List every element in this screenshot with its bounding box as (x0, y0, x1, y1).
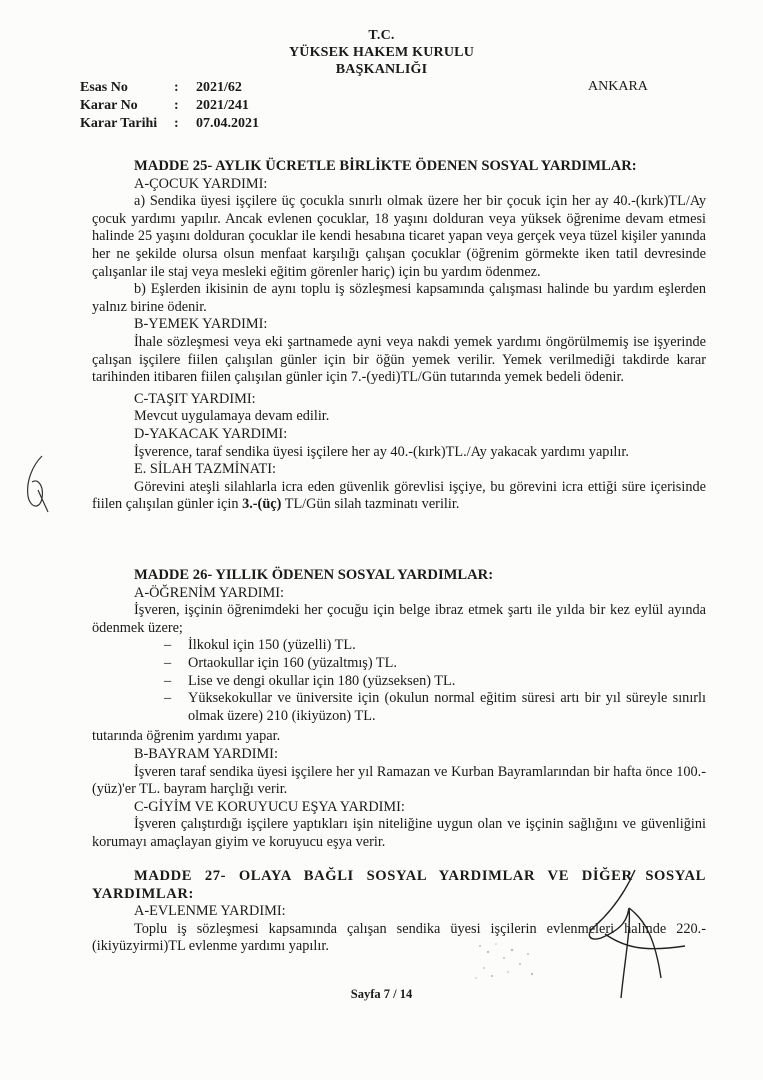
meta-sep: : (174, 80, 179, 95)
meta-value: 2021/62 (196, 80, 242, 95)
meta-label: Karar No (80, 98, 138, 113)
meta-value: 2021/241 (196, 98, 249, 113)
meta-label: Karar Tarihi (80, 116, 158, 131)
meta-row-tarih (80, 115, 265, 133)
meta-row-esas (80, 79, 265, 97)
header-city: ANKARA (588, 79, 648, 94)
clothing-aid-paragraph: İşveren çalıştırdığı işçilere yaptıkları işin niteliğine uygun olan ve işçinin sağlığını ve güvenliğini korumayı amaçlayan giyim ve koruyucu eşya verir. (92, 816, 706, 850)
meta-sep: : (174, 116, 179, 131)
madde-26 (92, 567, 706, 852)
meal-aid-heading: B-YEMEK YARDIMI: (134, 316, 268, 333)
fuel-aid-heading: D-YAKACAK YARDIMI: (134, 425, 288, 442)
list-item: – Ortaokullar için 160 (yüzaltmış) TL. (164, 655, 706, 673)
weapon-compensation-paragraph (92, 479, 706, 514)
child-aid-paragraph-b: b) Eşlerden ikisinin de aynı toplu iş sözleşmesi kapsamında çalışması halinde bu yardım eşlerden yalnız birine ödenir. (92, 281, 706, 315)
education-aid-closing: tutarında öğrenim yardımı yapar. (92, 728, 281, 745)
marriage-aid-heading: A-EVLENME YARDIMI: (134, 903, 286, 920)
stamp-icon (470, 938, 540, 983)
clothing-aid-heading: C-GİYİM VE KORUYUCU EŞYA YARDIMI: (134, 798, 405, 815)
list-item: – Yüksekokullar ve üniversite için (okulun normal eğitim süresi artı bir yıl süreyle sınırlı olmak üzere) 210 (ikiyüzon) TL. (164, 690, 706, 725)
weapon-amount: 3.-(üç) (242, 496, 282, 513)
list-item: – Lise ve dengi okullar için 180 (yüzseksen) TL. (164, 673, 706, 691)
list-item: – İlkokul için 150 (yüzelli) TL. (164, 637, 706, 655)
header-court: YÜKSEK HAKEM KURULU (288, 45, 475, 60)
weapon-compensation-heading: E. SİLAH TAZMİNATI: (134, 461, 276, 478)
page-number: Sayfa 7 / 14 (350, 987, 413, 1001)
meta-row-karar (80, 97, 265, 115)
weapon-text-c: TL/Gün silah tazminatı verilir. (281, 496, 460, 513)
madde-27-title: MADDE 27- OLAYA BAĞLI SOSYAL YARDIMLAR VE DİĞER SOSYAL YARDIMLAR: (92, 868, 706, 902)
child-aid-paragraph-a: a) Sendika üyesi işçilere üç çocukla sınırlı olmak üzere her bir çocuk için her ay 40.-(kırk)TL/Ay çocuk yardımı yapılır. Ancak evlenen çocuklar, 18 yaşını dolduran veya yüksek öğrenime devam etmesi halinde 25 yaşını dolduran çocuklar ile kendi hesabına ticaret yapan veya gerçek veya tüzel kişiler yanında her ne şekilde olursa olsun menfaat karşılığı çalışan çocuklar (öğrenim görmekte iken tatil devresinde çalışanlar ile staj veya mesleki eğitim görenler hariç) için bu yardım ödenmez. (92, 193, 706, 280)
madde-25 (92, 158, 706, 514)
holiday-aid-heading: B-BAYRAM YARDIMI: (134, 745, 278, 762)
education-aid-heading: A-ÖĞRENİM YARDIMI: (134, 584, 284, 601)
meta-sep: : (174, 98, 179, 113)
madde-25-title: MADDE 25- AYLIK ÜCRETLE BİRLİKTE ÖDENEN SOSYAL YARDIMLAR: (134, 158, 637, 174)
meal-aid-paragraph: İhale sözleşmesi veya eki şartnamede ayni veya nakdi yemek yardımı öngörülmemiş ise işyerinde çalışan işçilere fiilen çalışılan günler için bir öğün yemek verilir. Yemek verilmediği takdirde karar tarihinden itibaren fiilen çalışılan günler için 7.-(yedi)TL/Gün tutarında yemek bedeli ödenir. (92, 333, 706, 386)
case-meta (80, 79, 265, 133)
transport-aid-heading: C-TAŞIT YARDIMI: (134, 390, 256, 407)
meta-value: 07.04.2021 (196, 116, 259, 131)
madde-26-title: MADDE 26- YILLIK ÖDENEN SOSYAL YARDIMLAR: (134, 567, 494, 583)
holiday-aid-paragraph: İşveren taraf sendika üyesi işçilere her yıl Ramazan ve Kurban Bayramlarından bir hafta önce 100.-(yüz)'er TL. bayram harçlığı verir. (92, 763, 706, 798)
header-tc: T.C. (368, 28, 395, 43)
header-presidency: BAŞKANLIĞI (335, 62, 428, 77)
fuel-aid-paragraph: İşverence, taraf sendika üyesi işçilere her ay 40.-(kırk)TL./Ay yakacak yardımı yapılır. (134, 443, 629, 460)
weapon-text-a: Görevini ateşli silahlarla icra eden güvenlik görevlisi işçiye, bu görevini icra ettiği süre içerisinde fiilen çalışılan günler için (92, 478, 706, 513)
margin-mark-icon (18, 452, 54, 516)
education-aid-list (164, 637, 706, 725)
child-aid-heading: A-ÇOCUK YARDIMI: (134, 175, 268, 192)
transport-aid-paragraph: Mevcut uygulamaya devam edilir. (134, 408, 330, 425)
marriage-aid-paragraph: Toplu iş sözleşmesi kapsamında çalışan sendika üyesi işçilerin evlenmeleri halinde 220.-(ikiyüzyirmi)TL evlenme yardımı yapılır. (92, 920, 706, 955)
education-aid-paragraph: İşveren, işçinin öğrenimdeki her çocuğu için belge ibraz etmek şartı ile yılda bir kez eylül ayında ödenmek üzere; (92, 602, 706, 636)
meta-label: Esas No (80, 80, 128, 95)
